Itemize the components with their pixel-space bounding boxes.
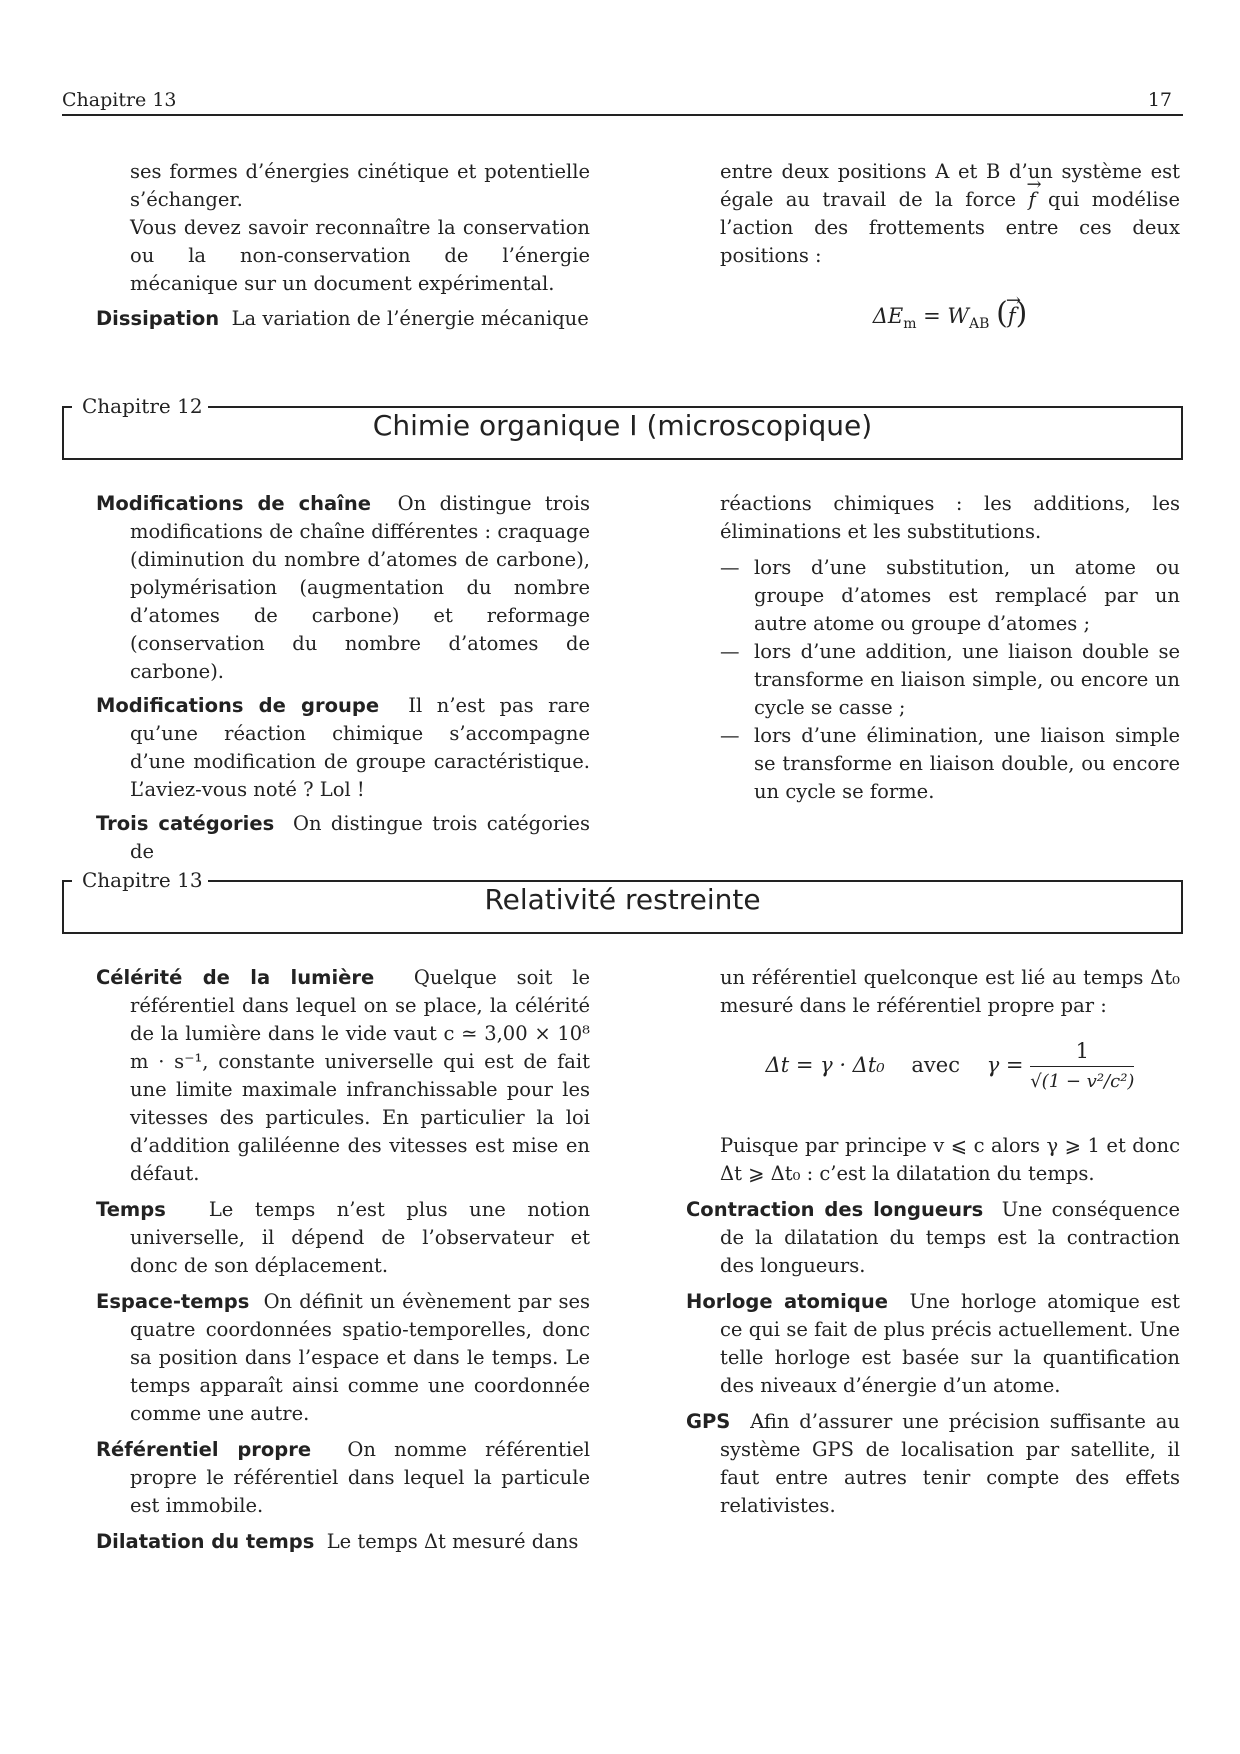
section2-right-entry-1 — [686, 1196, 1180, 1280]
list-item-text: lors d’une élimination, une liaison simple se transforme en liaison double, ou encore un cycle se forme. — [754, 724, 1180, 803]
energy-equation: $\Delta E_m = W_{AB}$ (→ f) — [720, 300, 1180, 338]
section2-after-eq — [720, 1132, 1180, 1188]
entry-term: Contraction des longueurs — [686, 1198, 984, 1221]
section2-entry-5 — [96, 1528, 590, 1556]
section1-chapter-label: Chapitre 12 — [82, 394, 203, 418]
entry-term: GPS — [686, 1410, 731, 1433]
eq-fraction — [1030, 1036, 1134, 1097]
eq-dilatation-left: Δt = γ · Δt₀ — [765, 1053, 885, 1077]
entry-text: Afin d’assurer une précision suffisante au système GPS de localisation par satellite, il faut entre autres tenir compte des effets relativistes. — [720, 1410, 1180, 1517]
entry-term: Référentiel propre — [96, 1438, 312, 1461]
eq-rhs-sub: AB — [969, 316, 990, 333]
force-vector: → f — [1028, 186, 1035, 214]
entry-term: Espace-temps — [96, 1290, 250, 1313]
header-rule — [62, 114, 1183, 116]
section2-entry-1 — [96, 964, 590, 1188]
section2-right-column — [720, 964, 1180, 1020]
eq-lhs: ΔE — [872, 304, 904, 328]
top-left-line-2: Vous devez savoir reconnaître la conservation ou la non-conservation de l’énergie mécanique sur un document expérimental. — [130, 216, 590, 295]
eq-rhs: = W — [916, 304, 969, 328]
entry-text: Le temps n’est plus une notion universelle, il dépend de l’observateur et donc de son déplacement. — [130, 1198, 591, 1277]
dissipation-entry — [96, 305, 590, 333]
section2-right-entry-2 — [686, 1288, 1180, 1400]
entry-text: Il n’est pas rare qu’une réaction chimique s’accompagne d’une modification de groupe caractéristique. L’aviez-vous noté ? Lol ! — [130, 694, 590, 801]
running-header-left: Chapitre 13 — [62, 89, 177, 111]
eq-numerator: 1 — [1030, 1036, 1134, 1067]
section2-left-column — [96, 964, 590, 1562]
eq-avec: avec — [911, 1053, 960, 1077]
entry-term: Dilatation du temps — [96, 1530, 315, 1553]
after-eq-text: Puisque par principe v ⩽ c alors γ ⩾ 1 et donc Δt ⩾ Δt₀ : c’est la dilatation du temps. — [720, 1134, 1180, 1185]
section2-right-entries — [686, 1196, 1180, 1526]
entry-term: Horloge atomique — [686, 1290, 888, 1313]
eq-force-vector: → f — [1008, 302, 1016, 330]
entry-text: Une conséquence de la dilatation du temps est la contraction des longueurs. — [720, 1198, 1180, 1277]
entry-text: On distingue trois catégories de — [130, 812, 590, 863]
dissipation-text: La variation de l’énergie mécanique — [231, 307, 589, 330]
section2-entry-3 — [96, 1288, 590, 1428]
section1-left-column — [96, 490, 590, 872]
eq-denominator: √(1 − v²/c²) — [1030, 1071, 1135, 1092]
section1-entry-2 — [96, 692, 590, 804]
entry-text: On distingue trois modifications de chaîne différentes : craquage (diminution du nombre d’atomes de carbone), polymérisation (augmentation du nombre d’atomes de carbone) et reformage (conservation du nombre d’atomes de carbone). — [130, 492, 590, 683]
page-number: 17 — [1147, 89, 1172, 111]
entry-text: Une horloge atomique est ce qui se fait de plus précis actuellement. Une telle horloge est basée sur la quantification des niveaux d’énergie d’un atome. — [720, 1290, 1180, 1397]
list-item-text: lors d’une addition, une liaison double se transforme en liaison simple, ou encore un cycle se casse ; — [754, 640, 1180, 719]
top-right-column — [720, 158, 1180, 270]
section1-title: Chimie organique I (microscopique) — [372, 409, 873, 442]
entry-term: Trois catégories — [96, 812, 275, 835]
top-right-text-1: entre deux positions A et B d’un système est égale au travail de la force — [720, 160, 1180, 211]
list-item: — lors d’une substitution, un atome ou groupe d’atomes est remplacé par un autre atome ou groupe d’atomes ; — [720, 556, 1180, 635]
entry-term: Célérité de la lumière — [96, 966, 375, 989]
entry-term: Modifications de chaîne — [96, 492, 371, 515]
section1-entry-3 — [96, 810, 590, 866]
section1-right-column — [720, 490, 1180, 806]
entry-term: Modifications de groupe — [96, 694, 380, 717]
top-left-column — [130, 158, 590, 298]
list-item: — lors d’une élimination, une liaison simple se transforme en liaison double, ou encore un cycle se forme. — [720, 724, 1180, 803]
section2-right-entry-3 — [686, 1408, 1180, 1520]
entry-term: Temps — [96, 1198, 166, 1221]
top-left-line-1: ses formes d’énergies cinétique et potentielle s’échanger. — [130, 160, 590, 211]
dilatation-equation — [720, 1036, 1180, 1097]
section2-right-intro: un référentiel quelconque est lié au temps Δt₀ mesuré dans le référentiel propre par : — [720, 966, 1180, 1017]
entry-text: Le temps Δt mesuré dans — [326, 1530, 579, 1553]
section2-entry-2 — [96, 1196, 590, 1280]
section2-chapter-label: Chapitre 13 — [82, 868, 203, 892]
section2-entry-4 — [96, 1436, 590, 1520]
dissipation-term: Dissipation — [96, 307, 220, 330]
section1-right-intro: réactions chimiques : les additions, les éliminations et les substitutions. — [720, 492, 1180, 543]
entry-text: On définit un évènement par ses quatre coordonnées spatio-temporelles, donc sa position dans l’espace et dans le temps. Le temps apparaît ainsi comme une coordonnée comme une autre. — [130, 1290, 590, 1425]
entry-text: Quelque soit le référentiel dans lequel on se place, la célérité de la lumière dans le vide vaut c ≃ 3,00 × 10⁸ m · s⁻¹, constante universelle qui est de fait une limite maximale infranchissable pour les vitesses des particules. En particulier la loi d’addition galiléenne des vitesses est mise en défaut. — [130, 966, 591, 1185]
reaction-list — [720, 554, 1180, 806]
section2-title: Relativité restreinte — [484, 883, 761, 916]
eq-gamma: γ = — [986, 1053, 1024, 1077]
entry-text: On nomme référentiel propre le référentiel dans lequel la particule est immobile. — [130, 1438, 590, 1517]
list-item: — lors d’une addition, une liaison double se transforme en liaison simple, ou encore un cycle se casse ; — [720, 640, 1180, 719]
eq-lhs-sub: m — [903, 316, 917, 333]
list-item-text: lors d’une substitution, un atome ou groupe d’atomes est remplacé par un autre atome ou groupe d’atomes ; — [754, 556, 1180, 635]
top-right-text-2: qui modélise l’action des frottements entre ces deux positions : — [720, 188, 1180, 267]
section1-entry-1 — [96, 490, 590, 686]
